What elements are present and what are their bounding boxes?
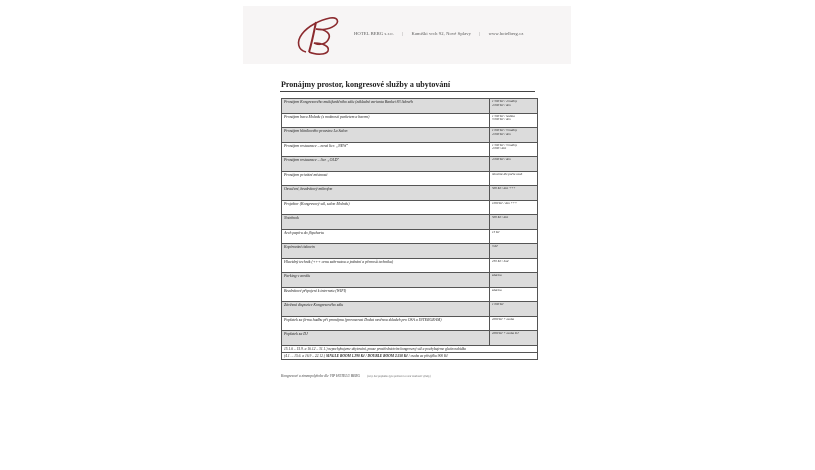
footnote [281,374,431,378]
service-price [490,113,538,128]
service-description: Pronájem restaurace – nová licr. „NEW" [282,142,490,157]
company-website[interactable]: www.hotelberg.cz [488,31,524,36]
service-price [490,273,538,288]
service-price [490,258,538,273]
price-line: 250 Kč / hod [492,258,509,263]
table-row [282,128,538,143]
letterhead-contact [354,31,523,36]
separator: | [479,31,481,36]
price-line: 4 000 Kč / den [492,102,511,107]
table-row [282,200,538,215]
service-description: Pronájem baru Moledu (s možností parketem a barem) [282,113,490,128]
service-price [490,171,538,186]
price-line: 4 000 Kč / den [492,157,511,161]
service-price [490,229,538,244]
price-table [281,98,538,360]
table-row [282,215,538,230]
company-name: HOTEL BERG s.r.o. [354,31,394,36]
service-description: Parking v areálu [282,273,490,288]
table-row [282,244,538,259]
room-price-extra: / osoba za přistýlku 900 Kč [407,353,448,358]
price-line: 1 500 Kč / 4 hodiny [492,99,518,103]
price-line: 500 Kč / den +++ [492,186,516,190]
footnote-small: (ceny bez poplatku typu poštovní a není možnosti výluky) [366,375,431,378]
price-line: 1 500 Kč / hodina [492,113,515,118]
price-line: mluvíme dle počtu osob [492,171,523,176]
service-price [490,186,538,201]
price-line: 3 000 Kč / den [492,117,511,122]
service-description: Kopírování tiskovin [282,244,490,259]
service-description: Hlavidný technik (+++ cenu zahrnutou u jednání a přenosů techniku) [282,258,490,273]
table-row [282,113,538,128]
service-description: Arch papíru do flipchartu [282,229,490,244]
service-description: Poplatek za DJ [282,331,490,346]
service-price [490,316,538,331]
price-line: 3 Kč [492,244,498,248]
service-price [490,157,538,172]
service-description: Pronájem Kongresového multifunkčního sálu (základní varianta Bankei 83 lidovéh [282,99,490,114]
service-description: Pronájem hliníkového pravstru La Salon [282,128,490,143]
room-price-highlight: SINGLE ROOM 1.290 Kč / DOUBLE ROOM 2.550 Kč [325,353,408,358]
table-row [282,186,538,201]
service-price [490,302,538,317]
company-address: Kamiški vrch 92, Nové Splavy [411,31,472,36]
service-price [490,200,538,215]
price-line: 1 500 Kč / 3 hodiny [492,142,518,147]
table-row [282,352,538,359]
table-row [282,331,538,346]
table-row [282,273,538,288]
footnote-text: Kongresové a zimnopolybobe dle VIP HOTELU BERG [281,374,361,378]
table-row [282,171,538,186]
service-description: Pronájem restaurace – licr. „OLD" [282,157,490,172]
service-description: Ozvučení, bezdrátový mikrofon [282,186,490,201]
table-row [282,287,538,302]
price-line: 2000 Kč + osoba DJ [492,331,519,335]
table-row [282,142,538,157]
service-description: Závěsná dispozice Kongresového sálu [282,302,490,317]
room-price-note [282,352,538,359]
price-line: 2000 Kč + osoba [492,316,515,321]
price-line: zdarma [492,287,502,292]
price-line: 1 000 Kč [492,302,504,306]
service-description: Poplatek za firmu hudbu při pronájmu (provozovat Dodat ozvěnou skladeb pro OSA a INTERGRAM) [282,316,490,331]
table-row [282,302,538,317]
service-price [490,142,538,157]
service-price [490,128,538,143]
table-row [282,316,538,331]
price-line: 4 000 Kč / den [492,131,511,136]
season-note: 15.1.6 – 15.9. a 16.12 – 31.1.) nepochybujeme ubytování, pouze prostřednictvím kongresový sál a pochybujeme glutin nabídka [282,345,538,352]
table-row [282,157,538,172]
price-line: 4 000 / den [492,146,507,151]
price-line: 15 Kč [492,229,500,234]
hotel-logo [292,12,344,56]
table-row [282,258,538,273]
service-description: Bezdrátové připojení k internetu (WIFI) [282,287,490,302]
title-divider [280,91,535,92]
service-price [490,331,538,346]
service-price [490,244,538,259]
table-row [282,99,538,114]
table-row [282,229,538,244]
service-description: Pronájem privátní místnosti [282,171,490,186]
room-price-season: (4.1. – 15.6. a 16.9 – 22.12.) [284,353,326,358]
price-line: 500 Kč / den [492,215,509,219]
price-line: 1 000 Kč / 3 hodiny [492,128,518,132]
table-row [282,345,538,352]
service-price [490,287,538,302]
price-line: 1000 Kč / den +++ [492,200,518,205]
service-description: Projektor (Kongresový sál, salon Moledu) [282,200,490,215]
service-description: Notebook [282,215,490,230]
price-line: zdarma [492,273,502,277]
page-title: Pronájmy prostor, kongresové služby a ubytování [281,80,451,89]
service-price [490,99,538,114]
separator: | [402,31,404,36]
service-price [490,215,538,230]
